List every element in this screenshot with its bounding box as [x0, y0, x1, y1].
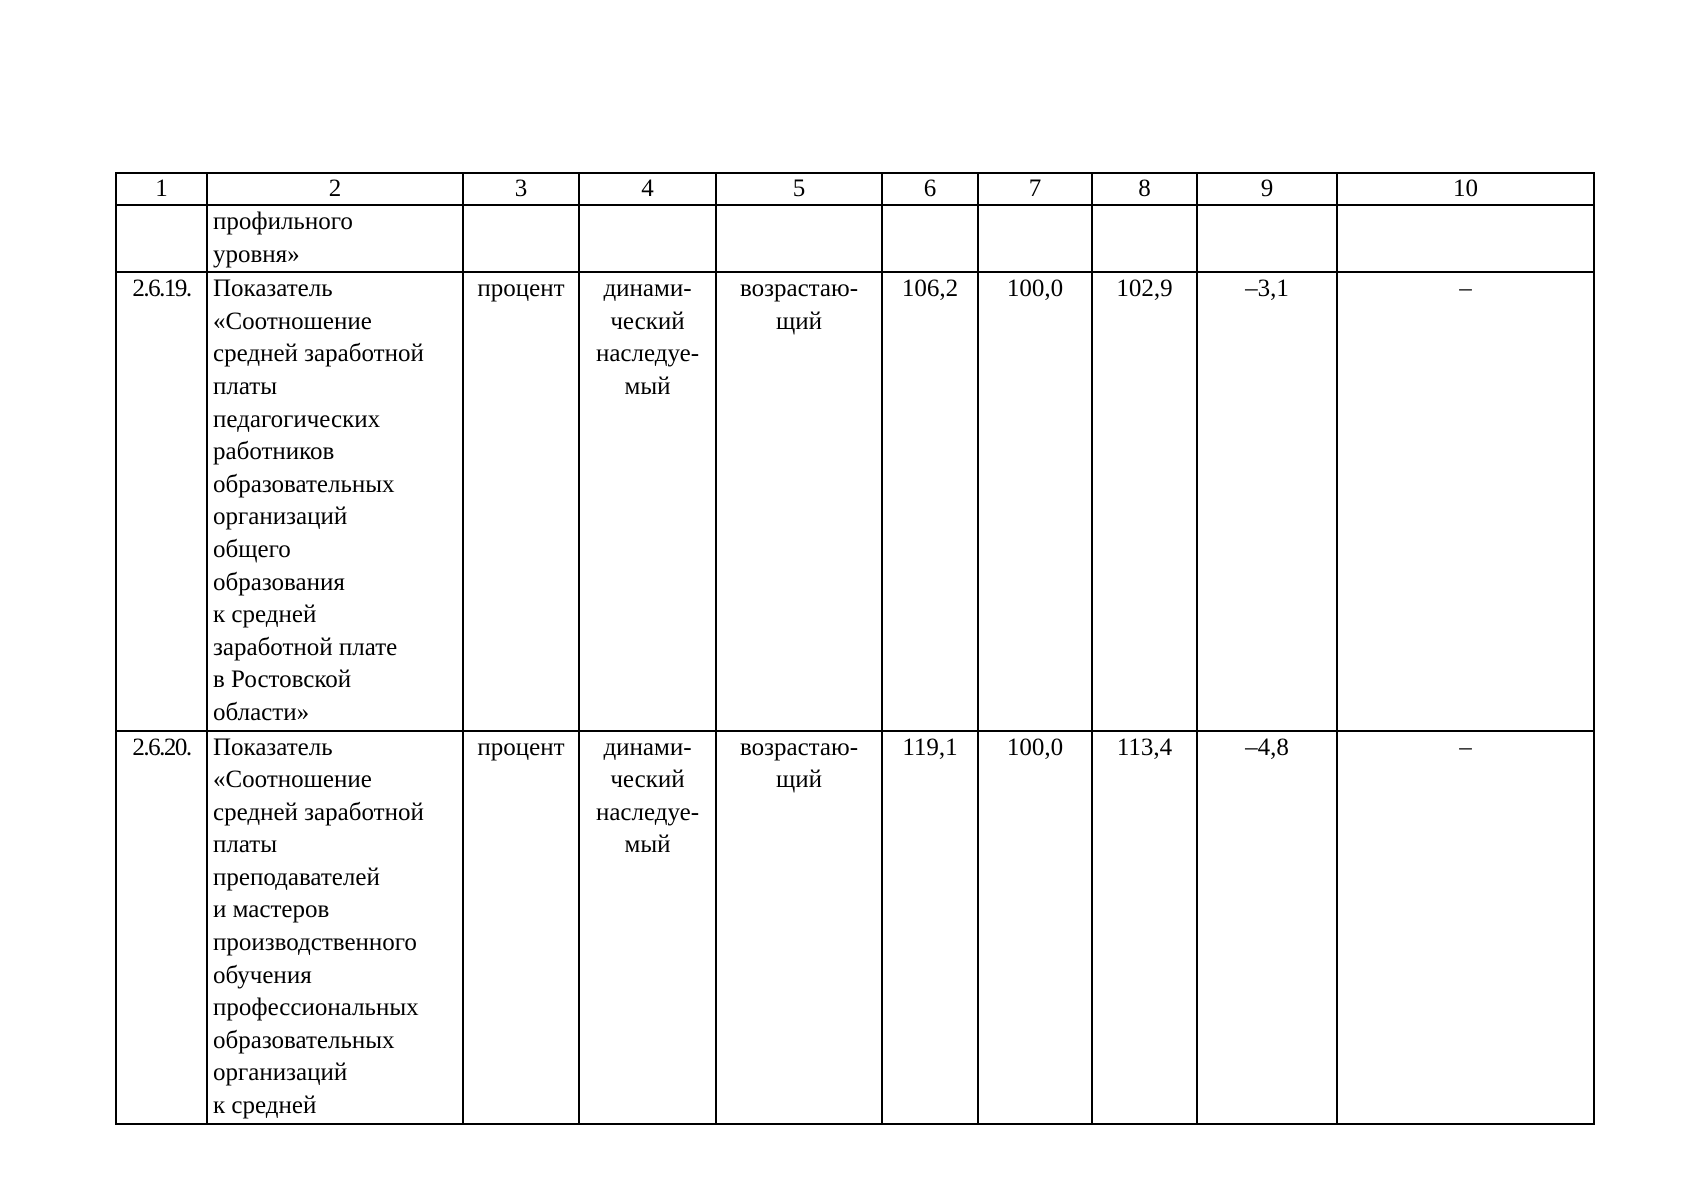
value-cell-9: –3,1 — [1197, 272, 1337, 730]
unit-cell: процент — [463, 272, 579, 730]
column-number-header-row — [116, 173, 1594, 205]
column-header-4: 4 — [579, 173, 716, 205]
direction-cell: возрастаю- щий — [716, 731, 882, 1124]
value-cell-9 — [1197, 205, 1337, 272]
column-header-7: 7 — [978, 173, 1092, 205]
value-cell-6: 119,1 — [882, 731, 978, 1124]
indicator-name: профильного уровня» — [207, 205, 463, 272]
value-cell-6: 106,2 — [882, 272, 978, 730]
column-header-1: 1 — [116, 173, 207, 205]
value-cell-8: 113,4 — [1092, 731, 1197, 1124]
value-cell-7: 100,0 — [978, 731, 1092, 1124]
table-row-2-6-20 — [116, 731, 1594, 1124]
value-cell-10: – — [1337, 272, 1594, 730]
table-row-continuation — [116, 205, 1594, 272]
value-cell-6 — [882, 205, 978, 272]
indicators-table — [115, 172, 1595, 1125]
indicator-name: Показатель «Соотношение средней заработной платы педагогических работников образовательных организаций общего образования к средней заработной плате в Ростовской области» — [207, 272, 463, 730]
value-cell-10: – — [1337, 731, 1594, 1124]
value-cell-8: 102,9 — [1092, 272, 1197, 730]
type-cell — [579, 205, 716, 272]
value-cell-7: 100,0 — [978, 272, 1092, 730]
row-number — [116, 205, 207, 272]
column-header-8: 8 — [1092, 173, 1197, 205]
column-header-9: 9 — [1197, 173, 1337, 205]
indicator-name: Показатель «Соотношение средней заработной платы преподавателей и мастеров производственного обучения профессиональных образовательных организаций к средней — [207, 731, 463, 1124]
column-header-3: 3 — [463, 173, 579, 205]
row-number: 2.6.19. — [116, 272, 207, 730]
direction-cell — [716, 205, 882, 272]
column-header-2: 2 — [207, 173, 463, 205]
direction-cell: возрастаю- щий — [716, 272, 882, 730]
type-cell: динами- ческий наследуе- мый — [579, 731, 716, 1124]
value-cell-10 — [1337, 205, 1594, 272]
type-cell: динами- ческий наследуе- мый — [579, 272, 716, 730]
value-cell-8 — [1092, 205, 1197, 272]
value-cell-9: –4,8 — [1197, 731, 1337, 1124]
unit-cell — [463, 205, 579, 272]
column-header-6: 6 — [882, 173, 978, 205]
row-number: 2.6.20. — [116, 731, 207, 1124]
table-row-2-6-19 — [116, 272, 1594, 730]
column-header-5: 5 — [716, 173, 882, 205]
unit-cell: процент — [463, 731, 579, 1124]
value-cell-7 — [978, 205, 1092, 272]
column-header-10: 10 — [1337, 173, 1594, 205]
